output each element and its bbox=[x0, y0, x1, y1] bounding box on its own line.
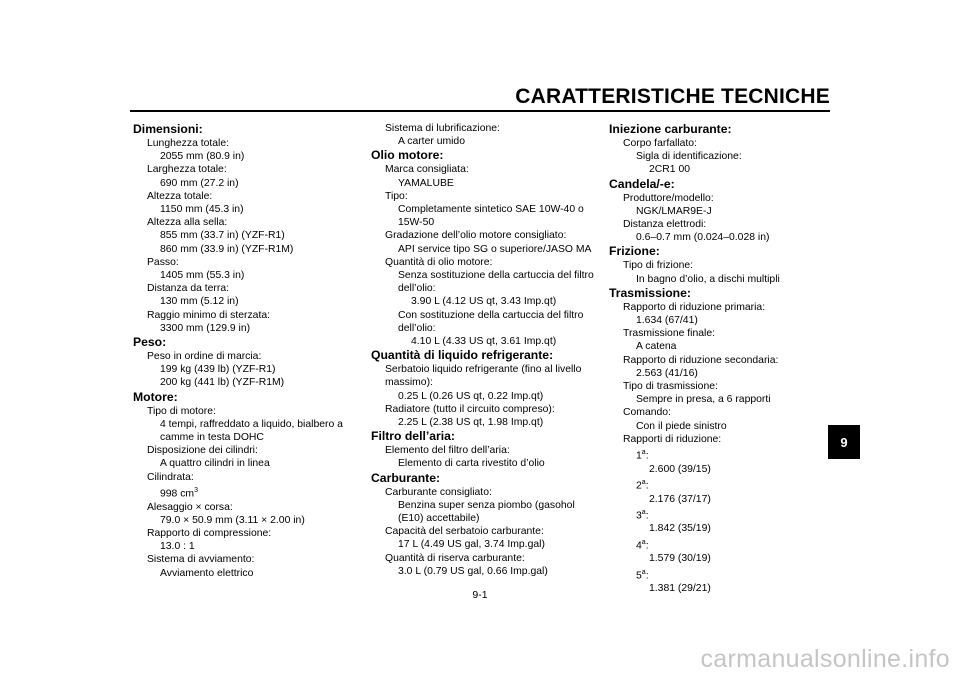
spec-line bbox=[133, 256, 358, 269]
spec-line bbox=[133, 190, 358, 203]
spec-line bbox=[609, 327, 834, 340]
spec-text: Frizione: bbox=[609, 244, 660, 259]
spec-text: 2.176 (37/17) bbox=[649, 493, 711, 505]
spec-line bbox=[133, 553, 358, 566]
watermark: carmanualsonline.info bbox=[700, 645, 950, 673]
spec-text: 13.0 : 1 bbox=[160, 541, 195, 553]
spec-text: Quantità di olio motore: bbox=[385, 256, 493, 268]
spec-text: Tipo di trasmissione: bbox=[623, 381, 718, 393]
spec-line bbox=[133, 322, 358, 335]
spec-line bbox=[609, 367, 834, 380]
spec-text: Passo: bbox=[147, 256, 179, 268]
spec-line bbox=[133, 418, 358, 431]
spec-line bbox=[371, 525, 596, 538]
spec-line bbox=[371, 309, 596, 322]
spec-line bbox=[133, 163, 358, 176]
spec-text: Rapporto di compressione: bbox=[147, 527, 272, 539]
spec-text: (E10) accettabile) bbox=[398, 513, 480, 525]
section-heading bbox=[133, 335, 358, 350]
spec-line bbox=[133, 484, 358, 501]
spec-line bbox=[371, 457, 596, 470]
spec-text: A catena bbox=[636, 341, 677, 353]
spec-text-suffix: : bbox=[645, 480, 649, 492]
spec-text: 3300 mm (129.9 in) bbox=[160, 322, 251, 334]
spec-line bbox=[371, 177, 596, 190]
spec-line bbox=[371, 256, 596, 269]
spec-line bbox=[133, 150, 358, 163]
spec-text: Tipo: bbox=[385, 190, 408, 202]
spec-text: Trasmissione finale: bbox=[623, 328, 716, 340]
spec-line bbox=[133, 405, 358, 418]
spec-text: 1405 mm (55.3 in) bbox=[160, 270, 245, 282]
section-heading bbox=[609, 122, 834, 137]
spec-line bbox=[609, 273, 834, 286]
spec-text: In bagno d’olio, a dischi multipli bbox=[636, 273, 780, 285]
spec-text: 1 bbox=[636, 450, 642, 462]
spec-line bbox=[609, 506, 834, 523]
spec-text: 1.634 (67/41) bbox=[636, 315, 698, 327]
spec-line bbox=[133, 514, 358, 527]
spec-line bbox=[371, 203, 596, 216]
spec-line bbox=[133, 363, 358, 376]
section-heading bbox=[371, 429, 596, 444]
spec-line bbox=[609, 420, 834, 433]
spec-column-2 bbox=[371, 122, 596, 578]
spec-line bbox=[371, 282, 596, 295]
spec-text: 1.381 (29/21) bbox=[649, 583, 711, 595]
spec-text: 3 bbox=[636, 510, 642, 522]
spec-text: Carburante: bbox=[371, 470, 441, 485]
spec-line bbox=[609, 231, 834, 244]
spec-text: 17 L (4.49 US gal, 3.74 Imp.gal) bbox=[398, 539, 545, 551]
spec-line bbox=[371, 403, 596, 416]
spec-line bbox=[133, 567, 358, 580]
spec-text: Rapporto di riduzione primaria: bbox=[623, 301, 766, 313]
spec-line bbox=[133, 471, 358, 484]
spec-text: 690 mm (27.2 in) bbox=[160, 177, 239, 189]
spec-line bbox=[609, 393, 834, 406]
spec-text: Motore: bbox=[133, 389, 178, 404]
spec-text: Sistema di avviamento: bbox=[147, 554, 255, 566]
spec-text: Sistema di lubrificazione: bbox=[385, 123, 500, 134]
spec-text: 2 bbox=[636, 480, 642, 492]
spec-text: 860 mm (33.9 in) (YZF-R1M) bbox=[160, 243, 294, 255]
spec-text: Distanza da terra: bbox=[147, 283, 230, 295]
spec-line bbox=[133, 527, 358, 540]
spec-text: Comando: bbox=[623, 407, 671, 419]
spec-text: 199 kg (439 lb) (YZF-R1) bbox=[160, 364, 276, 376]
spec-line bbox=[371, 538, 596, 551]
page-title: CARATTERISTICHE TECNICHE bbox=[515, 85, 830, 108]
spec-text: 15W-50 bbox=[398, 217, 435, 229]
spec-line bbox=[371, 322, 596, 335]
spec-line bbox=[133, 540, 358, 553]
spec-line bbox=[133, 309, 358, 322]
spec-text: massimo): bbox=[385, 377, 433, 389]
section-heading bbox=[371, 471, 596, 486]
superscript: a bbox=[641, 538, 646, 546]
spec-line bbox=[371, 363, 596, 376]
spec-line bbox=[371, 163, 596, 176]
spec-text: A carter umido bbox=[398, 136, 465, 148]
spec-text: Distanza elettrodi: bbox=[623, 219, 707, 231]
spec-line bbox=[371, 122, 596, 135]
section-heading bbox=[371, 148, 596, 163]
spec-text: Cilindrata: bbox=[147, 471, 194, 483]
section-heading bbox=[609, 244, 834, 259]
spec-text-suffix: : bbox=[645, 510, 649, 522]
spec-text: YAMALUBE bbox=[398, 177, 454, 189]
spec-line bbox=[371, 190, 596, 203]
spec-text: dell’olio: bbox=[398, 322, 436, 334]
spec-line bbox=[609, 163, 834, 176]
superscript: a bbox=[641, 478, 646, 486]
spec-line bbox=[609, 380, 834, 393]
spec-line bbox=[371, 444, 596, 457]
spec-text: Con il piede sinistro bbox=[636, 420, 727, 432]
spec-text: Senza sostituzione della cartuccia del filtro bbox=[398, 270, 594, 282]
spec-text: Elemento di carta rivestito d’olio bbox=[398, 458, 545, 470]
spec-line bbox=[609, 314, 834, 327]
spec-line bbox=[609, 340, 834, 353]
spec-line bbox=[609, 301, 834, 314]
spec-text: 3.0 L (0.79 US gal, 0.66 Imp.gal) bbox=[398, 565, 548, 577]
spec-text: Elemento del filtro dell’aria: bbox=[385, 445, 510, 457]
spec-line bbox=[609, 150, 834, 163]
spec-line bbox=[609, 463, 834, 476]
spec-text: Radiatore (tutto il circuito compreso): bbox=[385, 403, 555, 415]
spec-line bbox=[609, 476, 834, 493]
spec-line bbox=[133, 350, 358, 363]
spec-line bbox=[371, 335, 596, 348]
spec-text: Peso: bbox=[133, 335, 167, 350]
spec-text: Alesaggio × corsa: bbox=[147, 501, 233, 513]
spec-text: 2.600 (39/15) bbox=[649, 463, 711, 475]
section-heading bbox=[609, 286, 834, 301]
spec-text: Peso in ordine di marcia: bbox=[147, 351, 262, 363]
spec-line bbox=[371, 416, 596, 429]
spec-text: Iniezione carburante: bbox=[609, 122, 732, 136]
spec-line bbox=[133, 216, 358, 229]
spec-line bbox=[371, 390, 596, 403]
spec-line bbox=[371, 565, 596, 578]
spec-text: 1150 mm (45.3 in) bbox=[160, 204, 244, 216]
spec-line bbox=[371, 216, 596, 229]
spec-text: Gradazione dell’olio motore consigliato: bbox=[385, 230, 567, 242]
spec-text: Altezza totale: bbox=[147, 190, 213, 202]
spec-line bbox=[371, 135, 596, 148]
spec-line bbox=[133, 203, 358, 216]
spec-text: NGK/LMAR9E-J bbox=[636, 205, 712, 217]
spec-text: Trasmissione: bbox=[609, 285, 691, 300]
spec-text: Larghezza totale: bbox=[147, 164, 227, 176]
superscript: a bbox=[641, 568, 646, 576]
section-heading bbox=[371, 348, 596, 363]
spec-line bbox=[371, 243, 596, 256]
spec-text: Con sostituzione della cartuccia del filtro bbox=[398, 309, 584, 321]
spec-text: 1.579 (30/19) bbox=[649, 553, 711, 565]
spec-text: Rapporti di riduzione: bbox=[623, 433, 722, 445]
spec-line bbox=[609, 446, 834, 463]
spec-line bbox=[371, 486, 596, 499]
spec-text: API service tipo SG o superiore/JASO MA bbox=[398, 243, 592, 255]
spec-text: Serbatoio liquido refrigerante (fino al livello bbox=[385, 364, 582, 376]
section-heading bbox=[609, 177, 834, 192]
spec-text: Dimensioni: bbox=[133, 122, 203, 136]
spec-text: Sempre in presa, a 6 rapporti bbox=[636, 394, 771, 406]
spec-text: 79.0 × 50.9 mm (3.11 × 2.00 in) bbox=[160, 514, 305, 526]
spec-line bbox=[133, 501, 358, 514]
spec-text: Capacità del serbatoio carburante: bbox=[385, 526, 544, 538]
spec-column-1 bbox=[133, 122, 358, 580]
spec-text: 4 tempi, raffreddato a liquido, bialbero a bbox=[160, 418, 343, 430]
page-number: 9-1 bbox=[472, 589, 488, 601]
spec-line bbox=[609, 354, 834, 367]
spec-column-3 bbox=[609, 122, 834, 595]
spec-text: 855 mm (33.7 in) (YZF-R1) bbox=[160, 230, 285, 242]
spec-text: Avviamento elettrico bbox=[160, 567, 254, 579]
spec-line bbox=[133, 282, 358, 295]
spec-text: 2.25 L (2.38 US qt, 1.98 Imp.qt) bbox=[398, 417, 544, 429]
spec-line bbox=[371, 499, 596, 512]
spec-text: 200 kg (441 lb) (YZF-R1M) bbox=[160, 377, 285, 389]
spec-line bbox=[609, 552, 834, 565]
spec-text: 2CR1 00 bbox=[649, 164, 691, 176]
spec-text: Rapporto di riduzione secondaria: bbox=[623, 354, 779, 366]
spec-text: 130 mm (5.12 in) bbox=[160, 296, 239, 308]
spec-line bbox=[609, 536, 834, 553]
spec-line bbox=[609, 218, 834, 231]
spec-line bbox=[133, 229, 358, 242]
spec-text: 5 bbox=[636, 570, 642, 582]
spec-line bbox=[609, 433, 834, 446]
spec-text: Produttore/modello: bbox=[623, 192, 714, 204]
chapter-tab[interactable]: 9 bbox=[828, 425, 860, 459]
spec-line bbox=[609, 192, 834, 205]
spec-text: 998 cm bbox=[160, 488, 195, 500]
spec-text: 1.842 (35/19) bbox=[649, 523, 711, 535]
spec-line bbox=[609, 259, 834, 272]
spec-text: 2.563 (41/16) bbox=[636, 367, 698, 379]
spec-text: 0.25 L (0.26 US qt, 0.22 Imp.qt) bbox=[398, 390, 544, 402]
header-rule bbox=[130, 110, 830, 112]
spec-text: Tipo di motore: bbox=[147, 405, 216, 417]
spec-text: Quantità di riserva carburante: bbox=[385, 552, 525, 564]
spec-text: A quattro cilindri in linea bbox=[160, 458, 270, 470]
spec-text: 3.90 L (4.12 US qt, 3.43 Imp.qt) bbox=[411, 296, 557, 308]
spec-text: Benzina super senza piombo (gasohol bbox=[398, 499, 575, 511]
spec-line bbox=[371, 269, 596, 282]
spec-line bbox=[133, 177, 358, 190]
spec-line bbox=[133, 137, 358, 150]
spec-text: Marca consigliata: bbox=[385, 164, 469, 176]
spec-line bbox=[133, 269, 358, 282]
spec-text: Quantità di liquido refrigerante: bbox=[371, 348, 554, 363]
spec-line bbox=[371, 376, 596, 389]
spec-line bbox=[133, 243, 358, 256]
spec-line bbox=[371, 552, 596, 565]
spec-line bbox=[609, 522, 834, 535]
spec-line bbox=[609, 566, 834, 583]
spec-line bbox=[609, 493, 834, 506]
spec-text: Altezza alla sella: bbox=[147, 217, 228, 229]
spec-line bbox=[133, 444, 358, 457]
spec-text: Candela/-e: bbox=[609, 176, 675, 191]
spec-line bbox=[371, 295, 596, 308]
spec-line bbox=[371, 229, 596, 242]
spec-text: Disposizione dei cilindri: bbox=[147, 445, 258, 457]
spec-text: camme in testa DOHC bbox=[160, 432, 264, 444]
section-heading bbox=[133, 390, 358, 405]
spec-text: Raggio minimo di sterzata: bbox=[147, 309, 271, 321]
spec-text: dell’olio: bbox=[398, 283, 436, 295]
spec-line bbox=[133, 457, 358, 470]
spec-text: Carburante consigliato: bbox=[385, 486, 492, 498]
spec-line bbox=[609, 137, 834, 150]
spec-text-suffix: : bbox=[645, 540, 649, 552]
spec-line bbox=[133, 431, 358, 444]
superscript: 3 bbox=[194, 486, 198, 494]
spec-text: Olio motore: bbox=[371, 148, 444, 163]
spec-text: 2055 mm (80.9 in) bbox=[160, 151, 245, 163]
spec-text: Filtro dell’aria: bbox=[371, 429, 455, 444]
spec-line bbox=[609, 406, 834, 419]
superscript: a bbox=[641, 508, 646, 516]
spec-line bbox=[609, 205, 834, 218]
spec-text-suffix: : bbox=[645, 450, 649, 462]
spec-line bbox=[133, 295, 358, 308]
spec-text: 0.6–0.7 mm (0.024–0.028 in) bbox=[636, 232, 770, 244]
spec-text: Sigla di identificazione: bbox=[636, 151, 742, 163]
spec-line bbox=[371, 512, 596, 525]
spec-text: Corpo farfallato: bbox=[623, 138, 697, 149]
section-heading bbox=[133, 122, 358, 137]
spec-text: Lunghezza totale: bbox=[147, 138, 230, 149]
spec-text: 4.10 L (4.33 US qt, 3.61 Imp.qt) bbox=[411, 336, 557, 348]
spec-line bbox=[133, 376, 358, 389]
spec-text: Completamente sintetico SAE 10W-40 o bbox=[398, 204, 584, 216]
spec-text-suffix: : bbox=[645, 570, 649, 582]
spec-text: Tipo di frizione: bbox=[623, 260, 694, 272]
spec-text: 4 bbox=[636, 540, 642, 552]
superscript: a bbox=[641, 449, 646, 457]
